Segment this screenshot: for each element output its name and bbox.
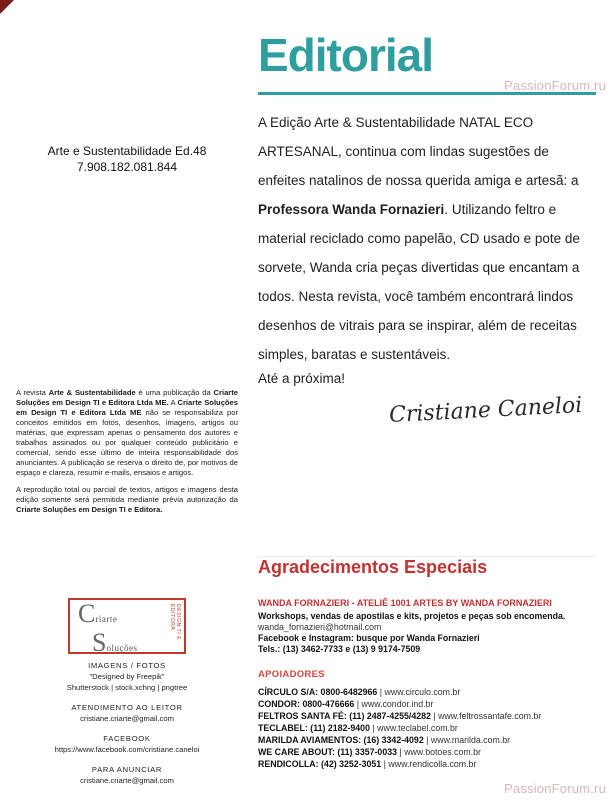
- images-credits-label: IMAGENS / FOTOS: [88, 661, 166, 670]
- legal-text: [16, 388, 238, 515]
- advertising-email: cristiane.criarte@gmail.com: [80, 776, 174, 785]
- edition-info: [16, 143, 238, 175]
- sponsor-name: TECLABEL: (11) 2182-9400: [258, 723, 370, 733]
- sponsor-url: | www.rendicolla.com.br: [381, 759, 477, 769]
- legal-bold-run: Criarte Soluções em Design TI e Editora.: [16, 505, 163, 515]
- sponsor-name: CONDOR: 0800-476666: [258, 699, 355, 709]
- reader-contact-email: cristiane.criarte@gmail.com: [80, 714, 174, 723]
- sponsor-row: [258, 722, 596, 734]
- corner-fold-decoration: [0, 0, 14, 14]
- sponsor-url: | www.feltrossantafe.com.br: [430, 711, 542, 721]
- legal-bold-run: Criarte Soluções em Design TI e Editora Ltda ME.: [16, 388, 238, 408]
- editorial-text-run: . Utilizando feltro e material reciclado como papelão, CD usado e pote de sorvete, Wanda cria peças divertidas que encantam a todos. Nesta revista, você também encontrará lindos desenhos de vitrais para se inspirar, além de receitas simples, baratas e sustentáveis.: [258, 202, 580, 362]
- legal-paragraph-1: [16, 388, 238, 478]
- images-credit-stocks: Shutterstock | stock.xchng | pngtree: [66, 683, 188, 692]
- advertising-section: [16, 764, 238, 786]
- sponsor-name: CÍRCULO S/A: 0800-6482966: [258, 687, 378, 697]
- sponsor-row: [258, 698, 596, 710]
- logo-letter-c: C: [78, 599, 96, 628]
- advertising-label: PARA ANUNCIAR: [91, 765, 163, 774]
- sponsor-row: [258, 746, 596, 758]
- legal-text-run: A reprodução total ou parcial de textos, artigos e imagens desta edição somente será permitida mediante prévia autorização da: [16, 485, 238, 505]
- thanks-title: Agradecimentos Especiais: [258, 557, 488, 577]
- sponsor-name: MARILDA AVIAMENTOS: (16) 3342-4092: [258, 735, 424, 745]
- sponsors-list: [258, 686, 596, 770]
- legal-text-run: A: [168, 398, 178, 408]
- legal-text-run: é uma publicação da: [135, 388, 214, 397]
- sponsor-url: | www.marilda.com.br: [423, 735, 511, 745]
- watermark-bottom: PassionForum.ru: [504, 781, 606, 796]
- legal-bold-run: Criarte Soluções em Design TI e Editora Ltda ME: [16, 398, 239, 418]
- sponsor-row: [258, 734, 596, 746]
- editorial-text-run: A Edição Arte & Sustentabilidade NATAL ECO ARTESANAL, continua com lindas sugestões de enfeites natalinos de nossa querida amiga e artesã: a: [258, 115, 579, 188]
- sponsor-name: WE CARE ABOUT: (11) 3357-0033: [258, 747, 398, 757]
- sponsor-url: | www.teclabel.com.br: [369, 723, 458, 733]
- sponsor-row: [258, 710, 596, 722]
- criarte-logo-letters: [78, 599, 138, 660]
- reader-contact-section: [16, 702, 238, 724]
- sponsor-url: | www.botoes.com.br: [397, 747, 481, 757]
- credits-block: [16, 660, 238, 795]
- editorial-bold-run: Professora Wanda Fornazieri: [258, 202, 445, 217]
- atelier-description: Workshops, vendas de apostilas e kits, projetos e peças sob encomenda.: [258, 611, 566, 621]
- sponsor-row: [258, 758, 596, 770]
- left-column: [16, 0, 238, 800]
- images-credits-section: [16, 660, 238, 693]
- atelier-email: wanda_fornazieri@hotmail.com: [258, 622, 382, 632]
- editorial-closing: Até a próxima!: [258, 371, 346, 386]
- legal-paragraph-2: [16, 485, 238, 515]
- legal-bold-run: Arte & Sustentabilidade: [48, 388, 136, 397]
- edition-title: Arte e Sustentabilidade Ed.48: [47, 144, 207, 158]
- criarte-logo: [68, 598, 186, 657]
- page-title: Editorial: [258, 28, 596, 95]
- sponsors-label: APOIADORES: [258, 669, 325, 680]
- atelier-phones: Tels.: (13) 3462-7733 e (13) 9 9174-7509: [258, 644, 421, 654]
- facebook-label: FACEBOOK: [103, 734, 151, 743]
- atelier-block: [258, 598, 596, 655]
- sponsor-name: RENDICOLLA: (42) 3252-3051: [258, 759, 382, 769]
- images-credit-freepik: "Designed by Freepik": [89, 672, 165, 681]
- signature: Cristiane Caneloi: [388, 392, 583, 429]
- reader-contact-label: ATENDIMENTO AO LEITOR: [71, 703, 183, 712]
- sponsor-url: | www.condor.ind.br: [354, 699, 434, 709]
- legal-text-run: A revista: [16, 388, 49, 397]
- sponsor-row: [258, 686, 596, 698]
- sponsor-url: | www.circulo.com.br: [377, 687, 461, 697]
- facebook-url: https://www.facebook.com/cristiane.caneloi: [54, 745, 200, 754]
- legal-text-run: não se responsabiliza por conceitos emitidos em fotos, desenhos, imagens, artigos ou matérias, que expressam apenas o pensamento dos autores e trabalhos assinados ou por qualquer conteúdo publicitário e comercial, sendo esse último de inteira responsabilidade dos anunciantes. A publicação se reserva o direito de, por motivos de espaço e clareza, resumir e-mails, ensaios e artigos.: [16, 408, 238, 478]
- logo-word-solucoes: oluções: [106, 643, 138, 653]
- sponsor-name: FELTROS SANTA FÉ: (11) 2487-4255/4282: [258, 711, 431, 721]
- editorial-body: [258, 108, 596, 369]
- facebook-section: [16, 733, 238, 755]
- logo-letter-s: S: [92, 628, 107, 657]
- atelier-heading: WANDA FORNAZIERI - ATELIÊ 1001 ARTES BY WANDA FORNAZIERI: [258, 598, 552, 608]
- main-column: [258, 0, 596, 800]
- atelier-social: Facebook e Instagram: busque por Wanda Fornazieri: [258, 633, 480, 643]
- edition-code: 7.908.182.081.844: [76, 160, 178, 175]
- logo-word-riarte: riarte: [95, 614, 118, 624]
- logo-vertical-text: DESIGN TI E EDITORA: [169, 604, 181, 641]
- watermark-top: PassionForum.ru: [504, 78, 606, 93]
